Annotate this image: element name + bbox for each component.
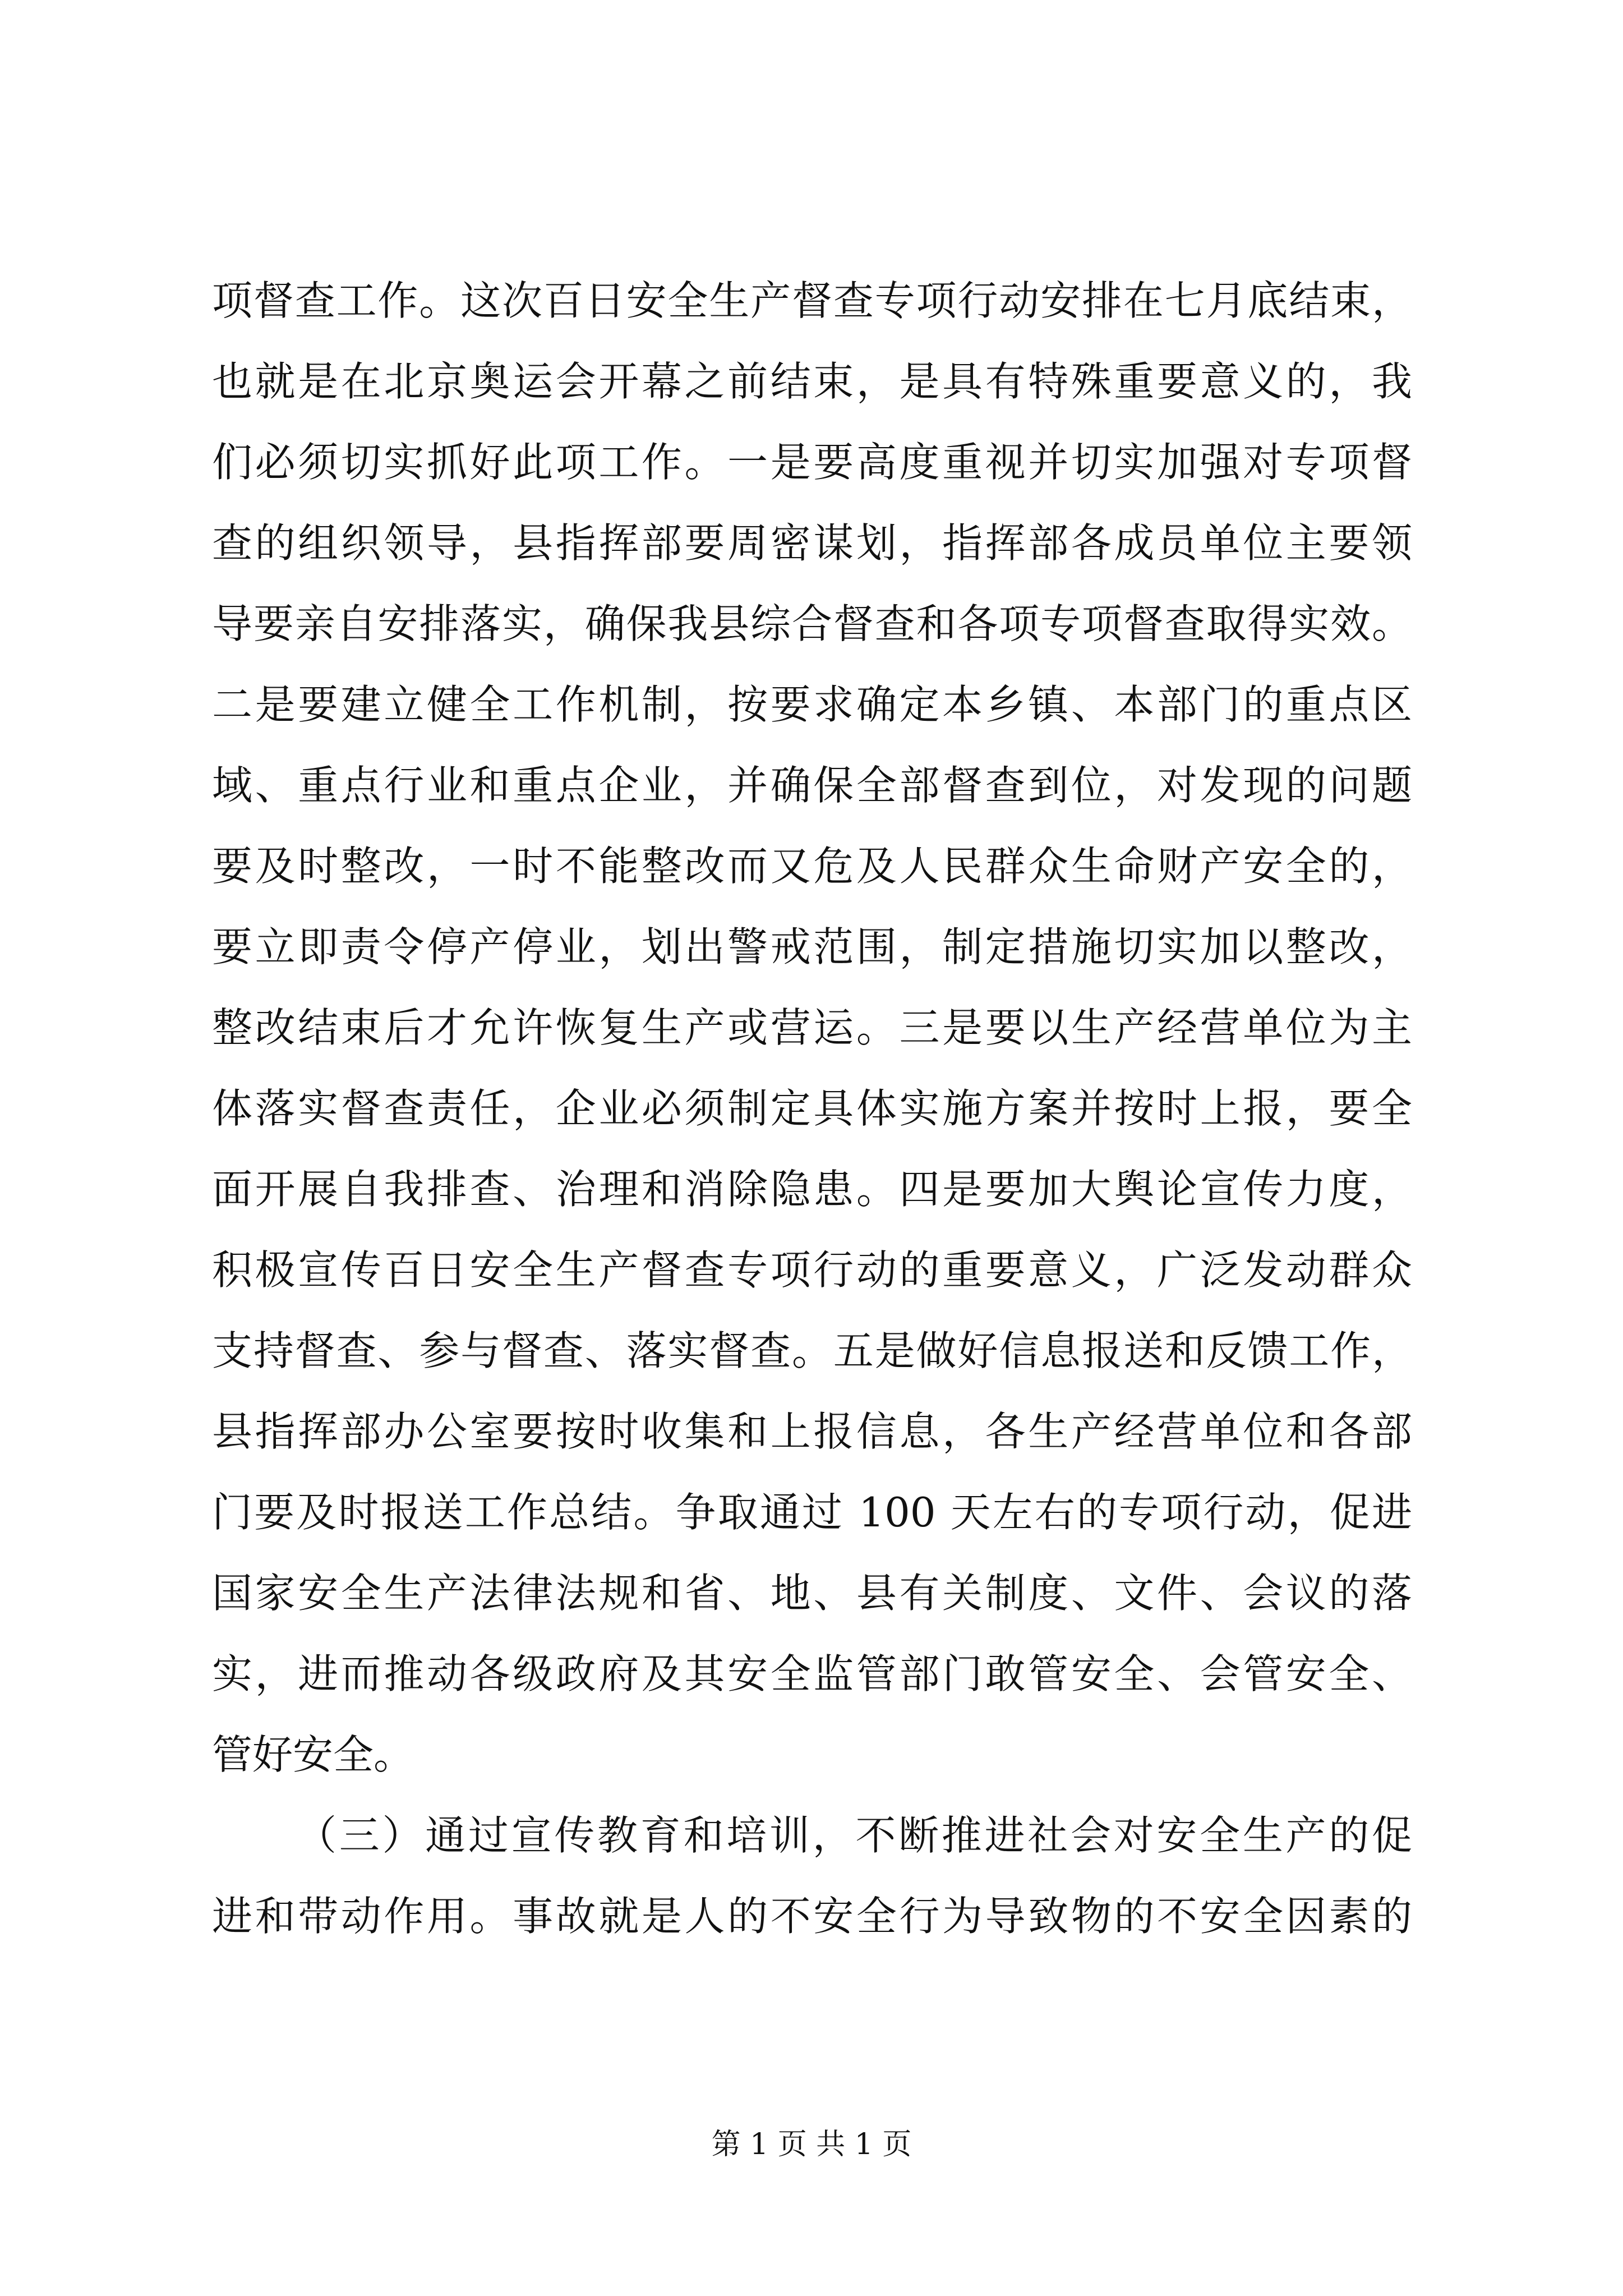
paragraph-1-line-12: 面开展自我排查、治理和消除隐患。四是要加大舆论宣传力度，: [212, 1166, 1412, 1213]
paragraph-1-line-16: 门要及时报送工作总结。争取通过 100 天左右的专项行动，促进: [212, 1489, 1412, 1536]
paragraph-1-line-3: 们必须切实抓好此项工作。一是要高度重视并切实加强对专项督: [212, 439, 1412, 486]
paragraph-1-line-13: 积极宣传百日安全生产督查专项行动的重要意义，广泛发动群众: [212, 1246, 1412, 1294]
paragraph-1-line-10: 整改结束后才允许恢复生产或营运。三是要以生产经营单位为主: [212, 1004, 1412, 1051]
paragraph-2-line-1: （三）通过宣传教育和培训，不断推进社会对安全生产的促: [296, 1812, 1412, 1859]
paragraph-1-line-15: 县指挥部办公室要按时收集和上报信息，各生产经营单位和各部: [212, 1408, 1412, 1455]
document-body: [212, 260, 1412, 1957]
paragraph-1-line-5: 导要亲自安排落实，确保我县综合督查和各项专项督查取得实效。: [212, 600, 1412, 647]
paragraph-1-line-6: 二是要建立健全工作机制，按要求确定本乡镇、本部门的重点区: [212, 681, 1412, 728]
paragraph-1-line-7: 域、重点行业和重点企业，并确保全部督查到位，对发现的问题: [212, 762, 1412, 809]
paragraph-1-line-8: 要及时整改，一时不能整改而又危及人民群众生命财产安全的，: [212, 843, 1412, 890]
paragraph-1-line-9: 要立即责令停产停业，划出警戒范围，制定措施切实加以整改，: [212, 923, 1412, 970]
page-footer: [0, 2120, 1623, 2162]
paragraph-1-line-14: 支持督查、参与督查、落实督查。五是做好信息报送和反馈工作，: [212, 1327, 1412, 1374]
paragraph-1-line-4: 查的组织领导，县指挥部要周密谋划，指挥部各成员单位主要领: [212, 519, 1412, 567]
paragraph-1-line-18: 实，进而推动各级政府及其安全监管部门敢管安全、会管安全、: [212, 1650, 1412, 1697]
paragraph-1-line-2: 也就是在北京奥运会开幕之前结束，是具有特殊重要意义的，我: [212, 358, 1412, 405]
paragraph-1-line-11: 体落实督查责任，企业必须制定具体实施方案并按时上报，要全: [212, 1085, 1412, 1132]
paragraph-1-line-1: 项督查工作。这次百日安全生产督查专项行动安排在七月底结束，: [212, 277, 1412, 324]
paragraph-2-line-2: 进和带动作用。事故就是人的不安全行为导致物的不安全因素的: [212, 1893, 1412, 1940]
paragraph-1-line-19: 管好安全。: [212, 1731, 414, 1778]
paragraph-1-line-17: 国家安全生产法律法规和省、地、县有关制度、文件、会议的落: [212, 1570, 1412, 1617]
page-number-label: 第 1 页 共 1 页: [711, 2128, 912, 2161]
